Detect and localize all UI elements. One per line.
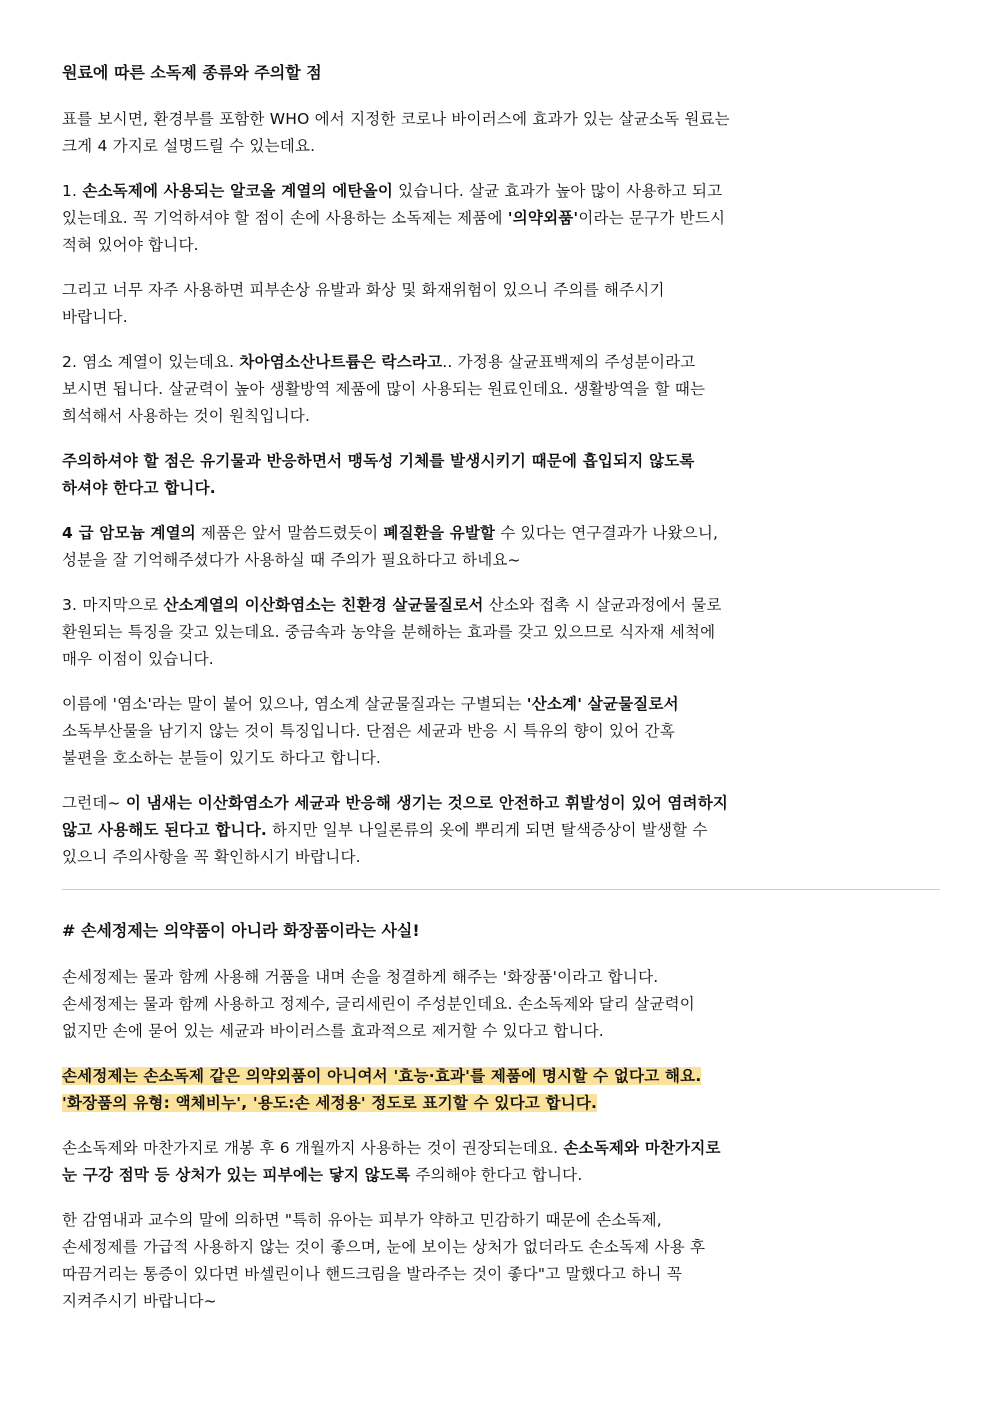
text-span: 1. [62,182,83,200]
text-span: 있는데요. 꼭 기억하셔야 할 점이 손에 사용하는 소독제는 제품에 [62,209,508,227]
bold-text: '의약외품' [507,209,579,227]
text-span: 이라는 문구가 반드시 [578,209,726,227]
text-span: 소독부산물을 남기지 않는 것이 특징입니다. 단점은 세균과 반응 시 특유의 향이 있어 간혹 [62,722,675,740]
intro-paragraph [62,106,942,160]
text-span: 매우 이점이 있습니다. [62,650,214,668]
bold-text: 이 냄새는 이산화염소가 세균과 반응해 생기는 것으로 안전하고 휘발성이 있어 염려하지 [125,794,729,812]
odor-paragraph [62,790,942,871]
oxygen-paragraph [62,592,942,673]
oxygen-detail-paragraph [62,691,942,772]
text-span: 그런데~ [62,794,126,812]
text-span: 불편을 호소하는 분들이 있기도 하다고 합니다. [62,749,382,767]
section-title-hand-wash: # 손세정제는 의약품이 아니라 화장품이라는 사실! [62,921,420,940]
text-span: 환원되는 특징을 갖고 있는데요. 중금속과 농약을 분해하는 효과를 갖고 있으므로 식자재 세척에 [62,623,716,641]
text-span: 있으니 주의사항을 꼭 확인하시기 바랍니다. [62,848,361,866]
text-line: 크게 4 가지로 설명드릴 수 있는데요. [62,137,316,155]
hand-wash-paragraph [62,964,942,1045]
text-span: 손소독제와 마찬가지로 개봉 후 6 개월까지 사용하는 것이 권장되는데요. [62,1139,564,1157]
bold-text: 하셔야 한다고 합니다. [62,479,216,497]
text-span: 하지만 일부 나일론류의 옷에 뿌리게 되면 탈색증상이 발생할 수 [266,821,708,839]
bold-text: 4 급 암모늄 계열의 [62,524,196,542]
bold-text: 폐질환을 유발할 [383,524,496,542]
bold-text: '산소계' 살균물질로서 [526,695,679,713]
chlorine-warning-paragraph [62,448,942,502]
text-span: 성분을 잘 기억해주셨다가 사용하실 때 주의가 필요하다고 하네요~ [62,551,521,569]
text-line: 손세정제는 물과 함께 사용하고 정제수, 글리세린이 주성분인데요. 손소독제와 달리 살균력이 [62,995,695,1013]
text-span: 적혀 있어야 합니다. [62,236,199,254]
text-span: 제품은 앞서 말씀드렸듯이 [196,524,384,542]
text-line: 지켜주시기 바랍니다~ [62,1292,217,1310]
document-page [62,58,942,1333]
section-title-disinfectant-types: 원료에 따른 소독제 종류와 주의할 점 [62,63,322,82]
alcohol-warning-paragraph [62,277,942,331]
chlorine-paragraph [62,349,942,430]
bold-text: 주의하셔야 할 점은 유기물과 반응하면서 맹독성 기체를 발생시키기 때문에 흡입되지 않도록 [62,452,695,470]
text-line: 한 감염내과 교수의 말에 의하면 "특히 유아는 피부가 약하고 민감하기 때문에 손소독제, [62,1211,662,1229]
text-line: 없지만 손에 묻어 있는 세균과 바이러스를 효과적으로 제거할 수 있다고 합니다. [62,1022,604,1040]
text-span: 2. 염소 계열이 있는데요. [62,353,240,371]
highlighted-text: 손세정제는 손소독제 같은 의약외품이 아니여서 '효능·효과'를 제품에 명시할 수 없다고 해요. [62,1067,702,1085]
text-span: 산소와 접촉 시 살균과정에서 물로 [483,596,722,614]
text-line: 표를 보시면, 환경부를 포함한 WHO 에서 지정한 코로나 바이러스에 효과가 있는 살균소독 원료는 [62,110,730,128]
text-span: 이름에 '염소'라는 말이 붙어 있으나, 염소계 살균물질과는 구별되는 [62,695,527,713]
usage-period-paragraph [62,1135,942,1189]
text-line: 바랍니다. [62,308,128,326]
highlighted-text: '화장품의 유형: 액체비누', '용도:손 세정용' 정도로 표기할 수 있다고 합니다. [62,1094,598,1112]
professor-quote-paragraph [62,1207,942,1315]
text-span: 보시면 됩니다. 살균력이 높아 생활방역 제품에 많이 사용되는 원료인데요. 생활방역을 할 때는 [62,380,706,398]
highlighted-paragraph [62,1063,942,1117]
bold-text: 산소계열의 이산화염소는 친환경 살균물질로서 [163,596,484,614]
alcohol-paragraph [62,178,942,259]
text-line: 손세정제를 가급적 사용하지 않는 것이 좋으며, 눈에 보이는 상처가 없더라도 손소독제 사용 후 [62,1238,706,1256]
text-span: 수 있다는 연구결과가 나왔으니, [495,524,719,542]
ammonium-paragraph [62,520,942,574]
text-span: 3. 마지막으로 [62,596,164,614]
section-divider [62,889,940,890]
bold-text: 눈 구강 점막 등 상처가 있는 피부에는 닿지 않도록 [62,1166,411,1184]
text-span: 있습니다. 살균 효과가 높아 많이 사용하고 되고 [393,182,723,200]
text-line: 그리고 너무 자주 사용하면 피부손상 유발과 화상 및 화재위험이 있으니 주의를 해주시기 [62,281,665,299]
bold-text: 손소독제와 마찬가지로 [563,1139,721,1157]
text-line: 손세정제는 물과 함께 사용해 거품을 내며 손을 청결하게 해주는 '화장품'이라고 합니다. [62,968,659,986]
text-span: 희석해서 사용하는 것이 원칙입니다. [62,407,311,425]
bold-text: 차아염소산나트륨은 락스라고 [239,353,443,371]
text-span: .. 가정용 살균표백제의 주성분이라고 [442,353,696,371]
bold-text: 손소독제에 사용되는 알코올 계열의 에탄올이 [82,182,394,200]
bold-text: 않고 사용해도 된다고 합니다. [62,821,267,839]
text-line: 따끔거리는 통증이 있다면 바셀린이나 핸드크림을 발라주는 것이 좋다"고 말했다고 하니 꼭 [62,1265,683,1283]
text-span: 주의해야 한다고 합니다. [410,1166,583,1184]
